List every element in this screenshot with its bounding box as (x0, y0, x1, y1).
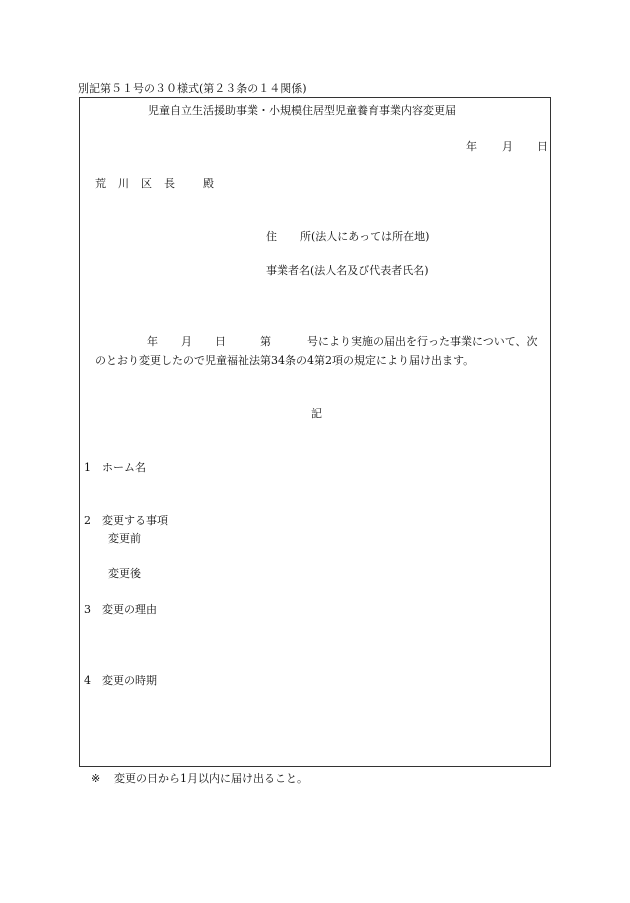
body-line1-rest: 号により実施の届出を行った事業について、次 (307, 335, 538, 348)
addressee-honorific: 殿 (203, 177, 214, 190)
ki-heading: 記 (311, 407, 322, 420)
addressee-char-3: 区 (141, 177, 152, 190)
addressee-char-4: 長 (164, 177, 175, 190)
body-year: 年 (147, 335, 158, 348)
item4-label: 変更の時期 (102, 674, 157, 687)
form-box (79, 97, 551, 767)
business-name-label: 事業者名(法人名及び代表者氏名) (266, 264, 429, 277)
address-label-1: 住 (266, 230, 277, 243)
before-label: 変更前 (108, 532, 141, 545)
item2-number: 2 (84, 514, 91, 527)
body-month: 月 (181, 335, 192, 348)
item1-number: 1 (84, 461, 91, 474)
address-label-2: 所(法人にあっては所在地) (300, 230, 430, 243)
item1-label: ホーム名 (102, 461, 146, 474)
addressee-char-2: 川 (118, 177, 129, 190)
footnote-text: 変更の日から1月以内に届け出ること。 (114, 772, 308, 785)
body-dai: 第 (260, 335, 271, 348)
date-month-label: 月 (502, 140, 513, 153)
date-day-label: 日 (537, 140, 548, 153)
footnote-mark: ※ (91, 772, 101, 785)
form-number: 別記第５１号の３０様式(第２３条の１４関係) (78, 82, 307, 95)
body-day: 日 (215, 335, 226, 348)
date-year-label: 年 (466, 140, 477, 153)
item2-label: 変更する事項 (102, 514, 168, 527)
item3-label: 変更の理由 (102, 603, 157, 616)
after-label: 変更後 (108, 567, 141, 580)
body-line2: のとおり変更したので児童福祉法第34条の4第2項の規定により届け出ます。 (95, 354, 475, 367)
item4-number: 4 (84, 674, 91, 687)
form-title: 児童自立生活援助事業・小規模住居型児童養育事業内容変更届 (148, 104, 456, 117)
addressee-char-1: 荒 (95, 177, 106, 190)
item3-number: 3 (84, 603, 91, 616)
